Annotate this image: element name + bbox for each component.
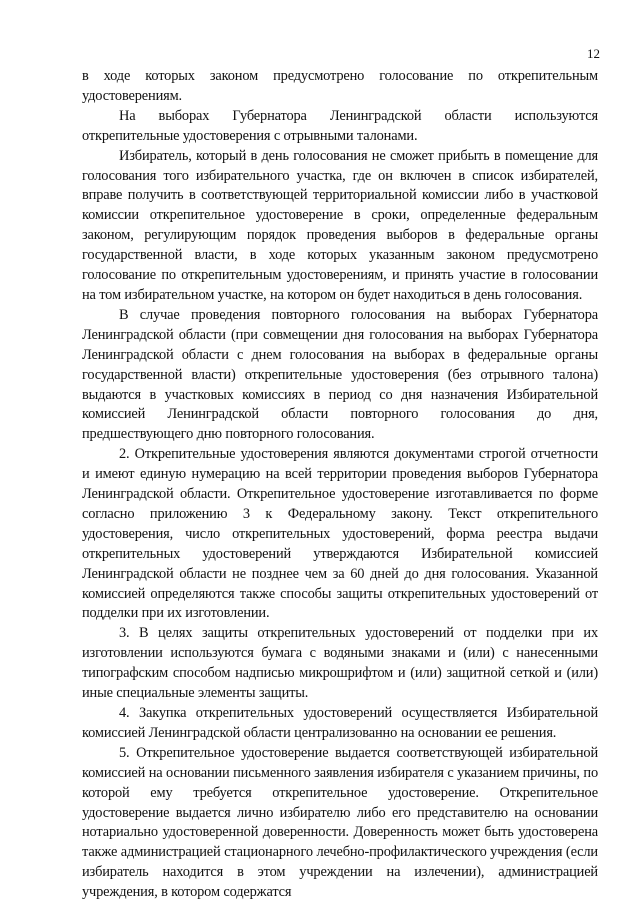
document-body [82,67,598,903]
paragraph-item-5: 5. Открепительное удостоверение выдается соответствующей избирательной комиссией на основании письменного заявления избирателя с указанием причины, по которой ему требуется открепительное удостоверение. Открепительное удостоверение выдается лично избирателю либо его представителю на основании нотариально удостоверенной доверенности. Доверенность может быть удостоверена также администрацией стационарного лечебно-профилактического учреждения (если избиратель находится в этом учреждении на излечении), администрацией учреждения, в котором содержатся [82,744,598,901]
paragraph-item-4: 4. Закупка открепительных удостоверений осуществляется Избирательной комиссией Ленинградской области централизованно на основании ее решения. [82,705,598,741]
paragraph: В случае проведения повторного голосования на выборах Губернатора Ленинградской области (при совмещении дня голосования на выборах Губернатора Ленинградской области с днем голосования на выборах в федеральные органы государственной власти) открепительные удостоверения (без отрывного талона) выдаются в участковых комиссиях в период со дня назначения Избирательной комиссией Ленинградской области повторного голосования до дня, предшествующего дню повторного голосования. [82,306,598,443]
paragraph-item-2: 2. Открепительные удостоверения являются документами строгой отчетности и имеют единую нумерацию на всей территории проведения выборов Губернатора Ленинградской области. Открепительное удостоверение изготавливается по форме согласно приложению 3 к Федеральному закону. Текст открепительного удостоверения, число открепительных удостоверений, форма реестра выдачи открепительных удостоверений утверждаются Избирательной комиссией Ленинградской области не позднее чем за 60 дней до дня голосования. Указанной комиссией определяются также способы защиты открепительных удостоверений от подделки при их изготовлении. [82,446,598,622]
paragraph: Избиратель, который в день голосования не сможет прибыть в помещение для голосования того избирательного участка, где он включен в список избирателей, вправе получить в соответствующей территориальной комиссии либо в участковой комиссии открепительное удостоверение в сроки, определенные федеральным законом, регулирующим порядок проведения выборов в федеральные органы государственной власти, в ходе которых указанным законом предусмотрено голосование по открепительным удостоверениям, и принять участие в голосовании на том избирательном участке, на котором он будет находиться в день голосования. [82,147,598,303]
paragraph-item-3: 3. В целях защиты открепительных удостоверений от подделки при их изготовлении используются бумага с водяными знаками и (или) с нанесенными типографским способом надписью микрошрифтом и (или) защитной сеткой и (или) иные специальные элементы защиты. [82,625,598,702]
paragraph: На выборах Губернатора Ленинградской области используются открепительные удостоверения с отрывными талонами. [82,107,598,144]
page-number: 12 [587,46,600,61]
paragraph-continuation: в ходе которых законом предусмотрено голосование по открепительным удостоверениям. [82,68,598,104]
